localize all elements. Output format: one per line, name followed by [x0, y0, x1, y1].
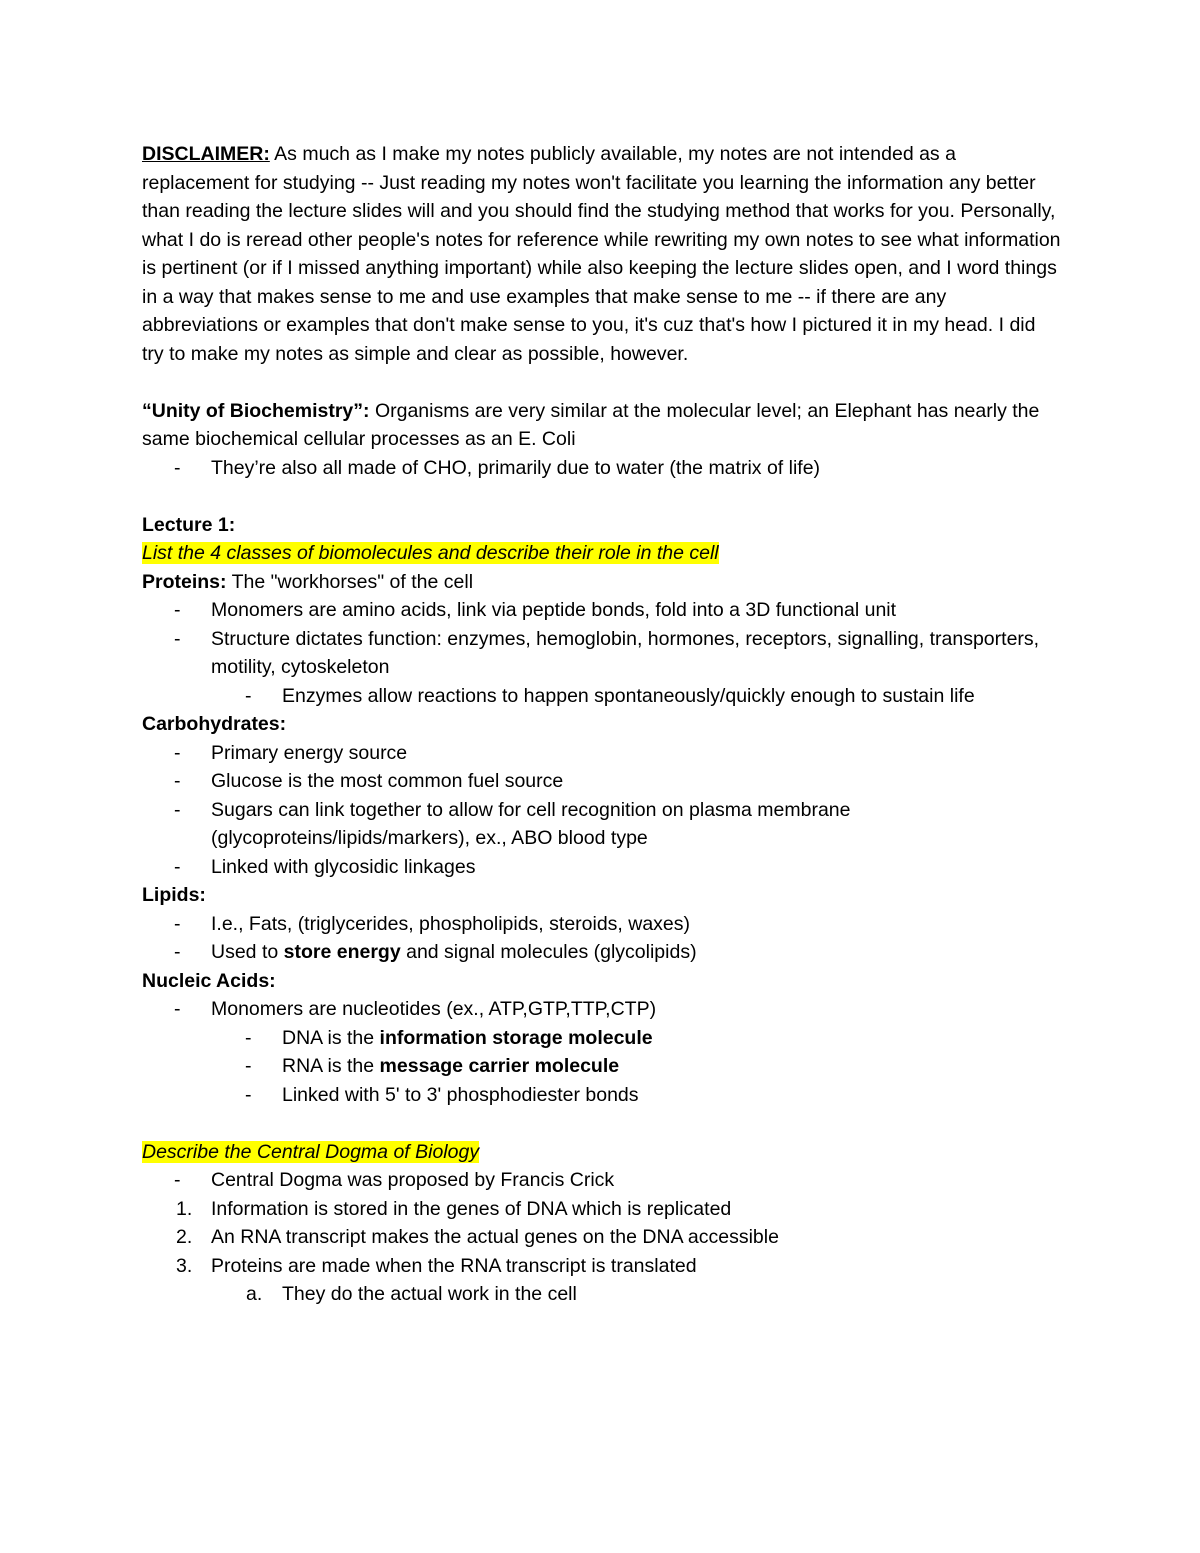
bullet-dash: -: [174, 770, 181, 792]
list-item: [142, 739, 1062, 768]
proteins-heading: [142, 568, 1062, 597]
list-item: [142, 995, 1062, 1024]
list-item-text: Enzymes allow reactions to happen spontaneously/quickly enough to sustain life: [282, 684, 975, 707]
list-item-text: Monomers are amino acids, link via peptide bonds, fold into a 3D functional unit: [211, 599, 897, 621]
list-letter: a.: [246, 1283, 263, 1305]
unity-bullet: They’re also all made of CHO, primarily due to water (the matrix of life): [211, 456, 821, 479]
emphasis-text: information storage molecule: [379, 1026, 653, 1049]
list-item: [142, 910, 1062, 939]
list-item: [142, 454, 1062, 483]
list-number: 1.: [176, 1197, 193, 1220]
bullet-dash: -: [245, 684, 252, 707]
bullet-dash: -: [174, 998, 181, 1020]
list-item-text: DNA is the: [282, 1026, 380, 1049]
numbered-item: [142, 1195, 1062, 1224]
list-item: [142, 596, 1062, 625]
lipids-heading: Lipids:: [142, 884, 206, 906]
list-item: [142, 1081, 1062, 1110]
disclaimer-label: DISCLAIMER:: [142, 143, 270, 165]
unity-text: Organisms are very similar at the molecular level; an Elephant has nearly the same biochemical cellular processes as an E. Coli: [142, 399, 1040, 450]
numbered-item: [142, 1280, 1062, 1309]
list-item-text: Monomers are nucleotides (ex., ATP,GTP,TTP,CTP): [211, 998, 657, 1020]
unity-label: “Unity of Biochemistry”:: [142, 399, 370, 422]
bullet-dash: -: [245, 1055, 252, 1077]
list-item-text: I.e., Fats, (triglycerides, phospholipids, steroids, waxes): [211, 912, 691, 935]
bullet-dash: -: [174, 1169, 181, 1191]
bullet-dash: -: [174, 456, 181, 479]
numbered-item: [142, 1252, 1062, 1281]
emphasis-text: message carrier molecule: [379, 1055, 620, 1077]
list-item-text: An RNA transcript makes the actual genes on the DNA accessible: [211, 1226, 779, 1248]
list-item-text: Sugars can link together to allow for cell recognition on plasma membrane (glycoproteins/lipids/markers), ex., ABO blood type: [211, 798, 851, 849]
list-item: [142, 1166, 1062, 1195]
bullet-dash: -: [174, 855, 181, 878]
list-item: [142, 1052, 1062, 1081]
list-item-text: Structure dictates function: enzymes, hemoglobin, hormones, receptors, signalling, transporters, motility, cytoskeleton: [211, 627, 1040, 678]
bullet-dash: -: [174, 941, 181, 963]
bullet-dash: -: [174, 627, 181, 650]
list-item-text: and signal molecules (glycolipids): [400, 941, 697, 963]
list-item: [142, 767, 1062, 796]
proteins-text: The "workhorses" of the cell: [226, 570, 474, 593]
emphasis-text: store energy: [283, 941, 401, 963]
bullet-dash: -: [174, 599, 181, 621]
list-item-text: Glucose is the most common fuel source: [211, 770, 564, 792]
list-item-text: RNA is the: [282, 1055, 380, 1077]
list-item-text: Linked with glycosidic linkages: [211, 855, 476, 878]
list-item-text: They do the actual work in the cell: [282, 1283, 577, 1305]
objective-highlight: List the 4 classes of biomolecules and describe their role in the cell: [142, 542, 719, 564]
bullet-dash: -: [174, 912, 181, 935]
carbohydrates-heading: Carbohydrates:: [142, 713, 287, 735]
lecture-heading: Lecture 1:: [142, 513, 236, 536]
bullet-dash: -: [174, 741, 181, 764]
list-item: [142, 1024, 1062, 1053]
list-item: [142, 682, 1062, 711]
bullet-dash: -: [245, 1026, 252, 1049]
list-number: 3.: [176, 1254, 193, 1277]
list-item-text: Proteins are made when the RNA transcript is translated: [211, 1254, 697, 1277]
list-item-text: Central Dogma was proposed by Francis Crick: [211, 1169, 615, 1191]
list-item-text: Primary energy source: [211, 741, 408, 764]
unity-paragraph: [142, 397, 1062, 454]
disclaimer-paragraph: [142, 140, 1062, 368]
list-item: [142, 853, 1062, 882]
list-item: [142, 625, 1062, 682]
proteins-label: Proteins:: [142, 570, 227, 593]
objective-highlight: Describe the Central Dogma of Biology: [142, 1140, 480, 1163]
list-item: [142, 796, 1062, 853]
bullet-dash: -: [245, 1083, 252, 1106]
nucleic-acids-heading: Nucleic Acids:: [142, 969, 276, 992]
bullet-dash: -: [174, 798, 181, 821]
list-number: 2.: [176, 1226, 193, 1248]
numbered-item: [142, 1223, 1062, 1252]
list-item-text: Linked with 5' to 3' phosphodiester bonds: [282, 1083, 639, 1106]
disclaimer-text: As much as I make my notes publicly available, my notes are not intended as a replacement for studying -- Just reading my notes won't facilitate you learning the information any better than reading the lecture slides will and you should find the studying method that works for you. Personally, what I do is reread other people's notes for reference while rewriting my own notes to see what information is pertinent (or if I missed anything important) while also keeping the lecture slides open, and I word things in a way that makes sense to me and use examples that make sense to me -- if there are any abbreviations or examples that don't make sense to you, it's cuz that's how I pictured it in my head. I did try to make my notes as simple and clear as possible, however.: [142, 143, 1061, 365]
list-item: [142, 938, 1062, 967]
list-item-text: Used to: [211, 941, 284, 963]
list-item-text: Information is stored in the genes of DNA which is replicated: [211, 1197, 732, 1220]
document-body: [142, 140, 1062, 1309]
